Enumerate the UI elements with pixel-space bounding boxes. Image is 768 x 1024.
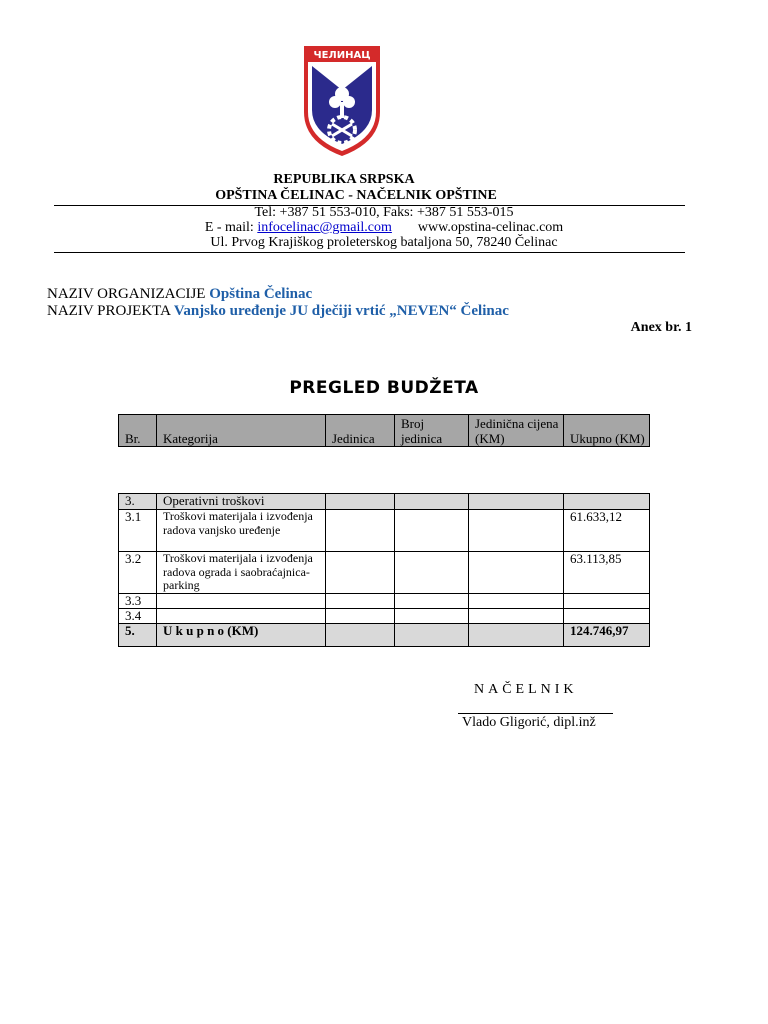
table-row (119, 494, 650, 510)
cell-cijena (469, 552, 564, 594)
cell-kategorija: Troškovi materijala i izvođenja radova ograda i saobraćajnica-parking (157, 552, 326, 594)
header-municipality: OPŠTINA ČELINAC - NAČELNIK OPŠTINE (215, 188, 497, 203)
svg-text:ЧЕЛИНАЦ: ЧЕЛИНАЦ (313, 50, 371, 61)
cell-cijena (469, 494, 564, 510)
annex-number: Anex br. 1 (630, 320, 692, 335)
table-row (119, 510, 650, 552)
cell-broj (395, 609, 469, 624)
cell-jedinica (326, 510, 395, 552)
cell-cijena (469, 510, 564, 552)
cell-br: 3.3 (119, 594, 157, 609)
cell-total-cijena (469, 624, 564, 647)
signature-name: Vlado Gligorić, dipl.inž (462, 715, 596, 730)
organization-value: Opština Čelinac (209, 286, 313, 302)
header-rule-bottom (54, 252, 685, 253)
total-row (119, 624, 650, 647)
cell-jedinica (326, 552, 395, 594)
header-contact-line (0, 220, 768, 236)
project-value: Vanjsko uređenje JU dječiji vrtić „NEVEN“ Čelinac (173, 303, 509, 319)
cell-jedinica (326, 609, 395, 624)
cell-total-label: U k u p n o (KM) (157, 624, 326, 647)
cell-ukupno: 63.113,85 (564, 552, 650, 594)
signature-line (458, 713, 613, 714)
cell-total-jedinica (326, 624, 395, 647)
cell-broj (395, 510, 469, 552)
cell-kategorija: Troškovi materijala i izvođenja radova vanjsko uređenje (157, 510, 326, 552)
cell-total-broj (395, 624, 469, 647)
cell-broj (395, 552, 469, 594)
header-address: Ul. Prvog Krajiškog proleterskog bataljona 50, 78240 Čelinac (210, 235, 558, 250)
column-header-jedinicna-cijena: Jedinična cijena (KM) (469, 415, 564, 447)
cell-ukupno (564, 494, 650, 510)
signature-title: NAČELNIK (474, 682, 578, 697)
email-link[interactable]: infocelinac@gmail.com (257, 220, 392, 235)
cell-broj (395, 594, 469, 609)
municipality-crest-logo (300, 42, 384, 158)
cell-jedinica (326, 494, 395, 510)
cell-ukupno (564, 609, 650, 624)
cell-kategorija: Operativni troškovi (157, 494, 326, 510)
cell-kategorija (157, 609, 326, 624)
page-title: PREGLED BUDŽETA (289, 378, 479, 398)
email-label: E - mail: (204, 220, 258, 235)
cell-br: 3.2 (119, 552, 157, 594)
cell-total-br: 5. (119, 624, 157, 647)
column-header-br: Br. (119, 415, 157, 447)
project-line (47, 303, 509, 320)
cell-total-ukupno: 124.746,97 (564, 624, 650, 647)
cell-br: 3. (119, 494, 157, 510)
table-row (119, 609, 650, 624)
organization-line (47, 286, 312, 303)
header-phone: Tel: +387 51 553-010, Faks: +387 51 553-015 (254, 205, 514, 220)
column-header-kategorija: Kategorija (157, 415, 326, 447)
budget-table-header (118, 414, 650, 447)
cell-jedinica (326, 594, 395, 609)
column-header-broj-jedinica: Broj jedinica (395, 415, 469, 447)
project-label: NAZIV PROJEKTA (47, 303, 171, 319)
column-header-ukupno: Ukupno (KM) (564, 415, 650, 447)
table-row (119, 594, 650, 609)
cell-br: 3.4 (119, 609, 157, 624)
header-republic: REPUBLIKA SRPSKA (273, 172, 415, 187)
organization-label: NAZIV ORGANIZACIJE (47, 286, 206, 302)
cell-ukupno (564, 594, 650, 609)
cell-ukupno: 61.633,12 (564, 510, 650, 552)
table-row (119, 552, 650, 594)
cell-cijena (469, 609, 564, 624)
website-text: www.opstina-celinac.com (417, 220, 564, 235)
cell-br: 3.1 (119, 510, 157, 552)
cell-broj (395, 494, 469, 510)
cell-kategorija (157, 594, 326, 609)
budget-table-body (118, 493, 650, 647)
cell-cijena (469, 594, 564, 609)
column-header-jedinica: Jedinica (326, 415, 395, 447)
